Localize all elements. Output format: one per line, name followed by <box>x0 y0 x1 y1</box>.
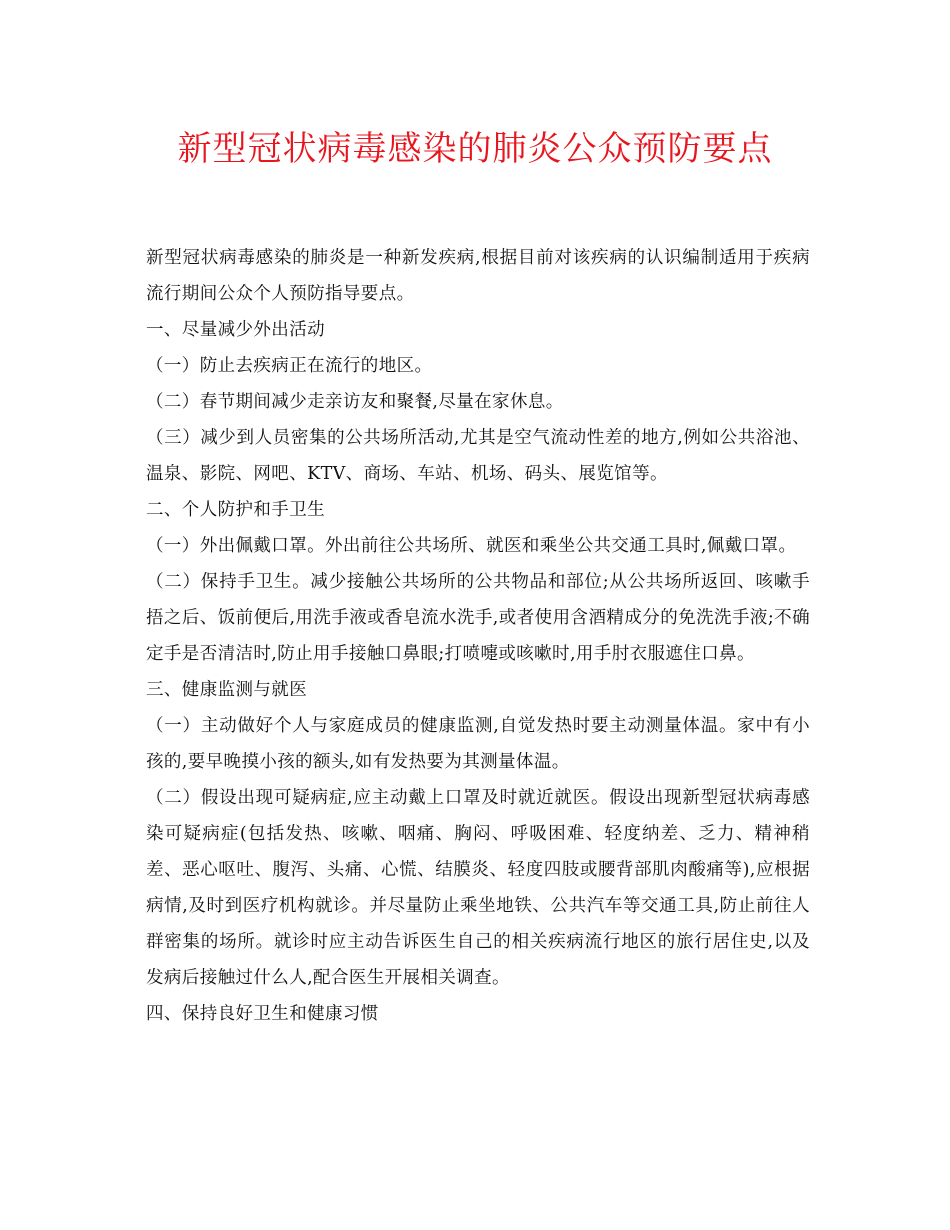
document-body <box>146 240 810 1032</box>
document-title: 新型冠状病毒感染的肺炎公众预防要点 <box>177 129 773 169</box>
section-2-item-1: （一）外出佩戴口罩。外出前往公共场所、就医和乘坐公共交通工具时,佩戴口罩。 <box>146 536 797 556</box>
section-3-item-1: （一）主动做好个人与家庭成员的健康监测,自觉发热时要主动测量体温。家中有小孩的,要早晚摸小孩的额头,如有发热要为其测量体温。 <box>146 716 810 772</box>
section-1-item-3: （三）减少到人员密集的公共场所活动,尤其是空气流动性差的地方,例如公共浴池、温泉、影院、网吧、KTV、商场、车站、机场、码头、展览馆等。 <box>146 428 810 484</box>
section-heading-3: 三、健康监测与就医 <box>146 680 308 700</box>
section-1-item-2: （二）春节期间减少走亲访友和聚餐,尽量在家休息。 <box>146 392 564 412</box>
section-heading-2: 二、个人防护和手卫生 <box>146 500 325 520</box>
section-heading-4: 四、保持良好卫生和健康习惯 <box>146 1004 379 1024</box>
section-1-item-1: （一）防止去疾病正在流行的地区。 <box>146 356 433 376</box>
section-heading-1: 一、尽量减少外出活动 <box>146 320 325 340</box>
section-3-item-2: （二）假设出现可疑病症,应主动戴上口罩及时就近就医。假设出现新型冠状病毒感染可疑病症(包括发热、咳嗽、咽痛、胸闷、呼吸困难、轻度纳差、乏力、精神稍差、恶心呕吐、腹泻、头痛、心慌、结膜炎、轻度四肢或腰背部肌肉酸痛等),应根据病情,及时到医疗机构就诊。并尽量防止乘坐地铁、公共汽车等交通工具,防止前往人群密集的场所。就诊时应主动告诉医生自己的相关疾病流行地区的旅行居住史,以及发病后接触过什么人,配合医生开展相关调查。 <box>146 788 810 988</box>
section-2-item-2: （二）保持手卫生。减少接触公共场所的公共物品和部位;从公共场所返回、咳嗽手捂之后、饭前便后,用洗手液或香皂流水洗手,或者使用含酒精成分的免洗洗手液;不确定手是否清洁时,防止用手接触口鼻眼;打喷嚏或咳嗽时,用手肘衣服遮住口鼻。 <box>146 572 810 664</box>
intro-paragraph: 新型冠状病毒感染的肺炎是一种新发疾病,根据目前对该疾病的认识编制适用于疾病流行期间公众个人预防指导要点。 <box>146 248 810 304</box>
